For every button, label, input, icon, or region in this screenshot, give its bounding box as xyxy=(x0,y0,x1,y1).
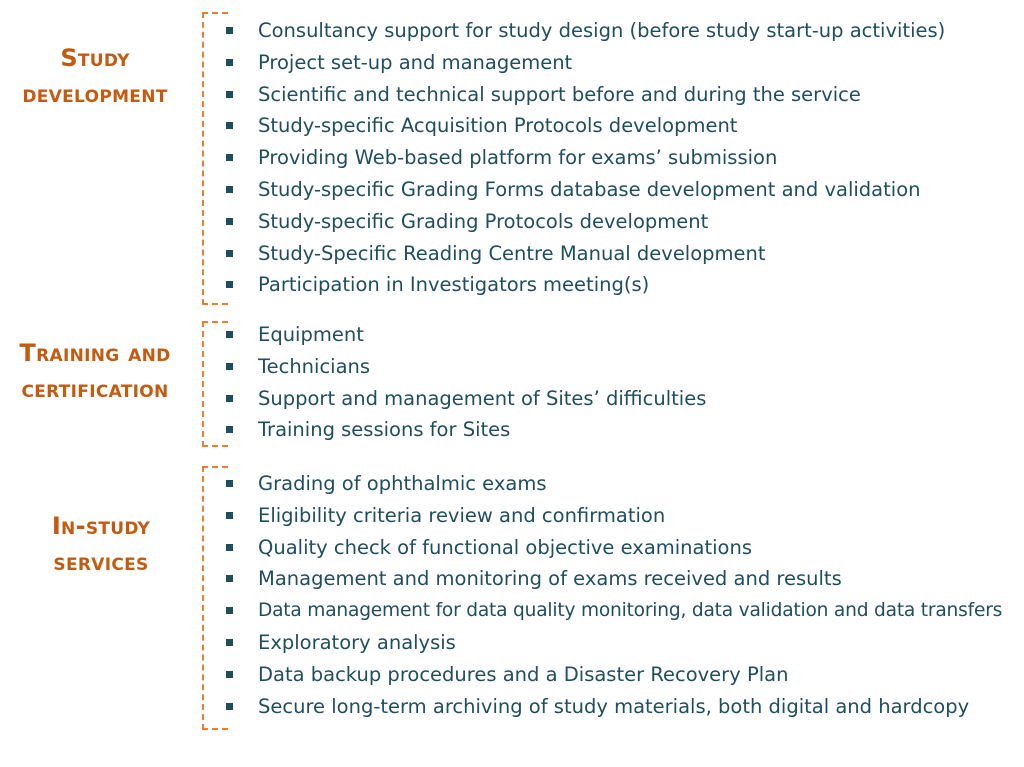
bullet-icon xyxy=(226,544,233,551)
section-title-training-certification xyxy=(0,335,190,407)
bullet-icon xyxy=(226,426,233,433)
bullet-icon xyxy=(226,607,233,614)
bullet-icon xyxy=(226,27,233,34)
bullet-icon xyxy=(226,250,233,257)
bullet-icon xyxy=(226,480,233,487)
bullet-icon xyxy=(226,186,233,193)
section-title-line: certification xyxy=(21,375,169,403)
bullet-icon xyxy=(226,154,233,161)
bullet-icon xyxy=(226,671,233,678)
section-bracket xyxy=(202,466,228,730)
bullet-icon xyxy=(226,331,233,338)
bullet-icon xyxy=(226,575,233,582)
section-title-line: services xyxy=(53,548,149,576)
bullet-icon xyxy=(226,639,233,646)
section-bracket xyxy=(202,321,228,447)
section-title-line: In-study xyxy=(51,512,151,540)
bullet-icon xyxy=(226,59,233,66)
bullet-icon xyxy=(226,512,233,519)
bullet-icon xyxy=(226,703,233,710)
section-title-study-development xyxy=(0,40,190,112)
section-title-line: Study xyxy=(60,44,130,72)
section-bracket xyxy=(202,12,228,305)
bullet-icon xyxy=(226,281,233,288)
section-title-line: development xyxy=(22,80,168,108)
bullet-icon xyxy=(226,218,233,225)
bullet-icon xyxy=(226,395,233,402)
bullet-icon xyxy=(226,363,233,370)
section-title-in-study-services xyxy=(0,508,202,580)
bullet-icon xyxy=(226,91,233,98)
bullet-icon xyxy=(226,122,233,129)
section-title-line: Training and xyxy=(19,339,171,367)
